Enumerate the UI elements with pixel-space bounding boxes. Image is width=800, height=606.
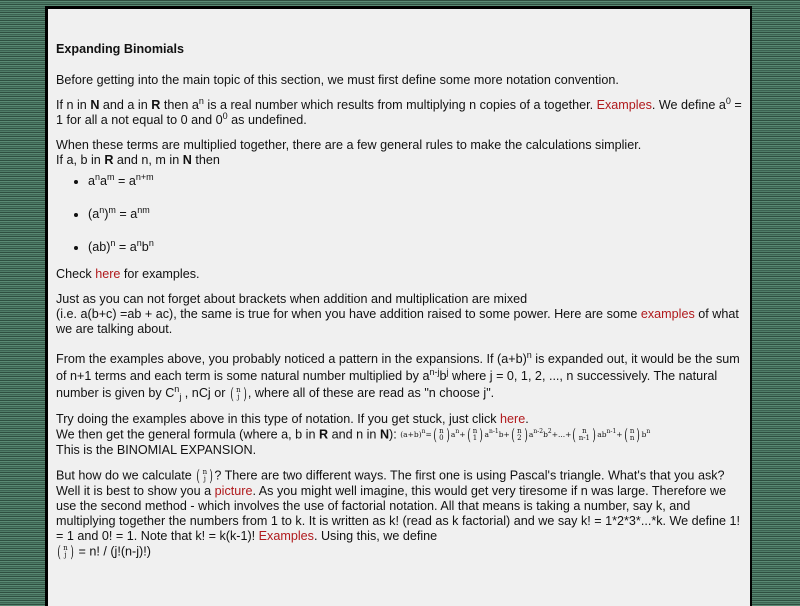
binomial-expansion-formula-image: $(a+b)^n=$ ( n 0 ) $a^n+$ ( n 1 ) $a^{n-1}b+$ ( n 2 ) $a^{n-2}b^2+...+$ ( n n-1 ) $ab^{n-1}+$ ( n n ) $b^n$ <box>400 425 651 444</box>
rule-item: • $(a^n)^m = a^{nm}$ <box>88 207 742 222</box>
content-page <box>45 6 752 606</box>
formula-binomial: ( n n-1 ) <box>572 425 596 444</box>
formula-binomial: ( n 0 ) <box>433 425 450 444</box>
rules-intro-paragraph: When these terms are multiplied together, there are a few general rules to make the calculations simplier. If a, b in R and n, m in N then <box>56 138 642 167</box>
brackets-paragraph: Just as you can not forget about brackets when addition and multiplication are mixed (i.e. a(b+c) =ab + ac), the same is true for when you have addition raised to some power. Here are some examples of what we are talking about. <box>56 292 739 336</box>
check-examples-paragraph: Check here for examples. <box>56 267 200 281</box>
rule-item: • $(ab)^n = a^nb^n$ <box>88 240 742 255</box>
here-link-1[interactable]: here <box>95 267 121 281</box>
binomial-coefficient-image: ( n j ) <box>196 466 213 485</box>
formula-term: ( n n-1 ) $ab^{n-1}+$ <box>572 425 623 444</box>
intro-paragraph: Before getting into the main topic of this section, we must first define some more notation convention. <box>56 73 619 87</box>
pattern-paragraph: From the examples above, you probably noticed a pattern in the expansions. If $(a+b)^n$ is expanded out, it would be the sum of n+1 terms and each term is some natural number multiplied by $a^{n-j}b^j$ where j = 0, 1, 2, ..., n successively. The natural number is given by $C^n_j$ , nCj or ( n j ) , where all of these are read as "n choose j". <box>56 350 740 403</box>
page-title: Expanding Binomials <box>56 42 185 56</box>
examples-link-2[interactable]: examples <box>640 307 695 321</box>
formula-binomial: ( n n ) <box>623 425 641 444</box>
formula-term: ( n n ) $b^n$ <box>623 425 651 444</box>
binomial-coefficient-image: ( n j ) <box>230 383 247 403</box>
formula-binomial: ( n 1 ) <box>466 425 484 444</box>
formula-term: ( n 1 ) $a^{n-1}b+$ <box>466 425 510 444</box>
examples-link-1[interactable]: Examples <box>596 98 652 112</box>
factorial-paragraph: But how do we calculate ( n j ) ? There are two different ways. The first one is using Pascal's triangle. What's that you ask? Well it is best to show you a picture. As you might well imagine, this would get very tiresome if n was large. Therefore we use the second method - which involves the use of factorial notation. All that means is taking a number, say k, and multiplying together the numbers from 1 to k. It is written as k! (read as k factorial) and we say k! = 1*2*3*...*k. We define 1! = 1 and 0! = 1. Note that k! = k(k-1)! Examples. Using this, we define ( n j ) = n! / (j!(n-j)!) <box>56 466 740 561</box>
general-formula-paragraph: Try doing the examples above in this type of notation. If you get stuck, just click here. We then get the general formula (where a, b in R and n in N): $(a+b)^n=$ ( n 0 ) $a^n+$ ( n 1 ) $a^{n-1}b+$ ( n 2 ) $a^{n-2}b^2+...+$ ( n n-1 ) $ab^{n-1}+$ ( n n ) $b^n$ This is the BINOMIAL EXPANSION. <box>56 412 651 457</box>
power-definition-paragraph: If n in N and a in R then $a^n$ is a real number which results from multiplying n copies of a together. Examples. We define $a^0 = 1$ for all a not equal to 0 and $0^0$ as undefined. <box>56 96 742 127</box>
formula-term: ( n 0 ) $a^n+$ <box>433 425 466 444</box>
rule-item: • $a^na^m = a^{n+m}$ <box>88 174 742 189</box>
picture-link[interactable]: picture <box>214 484 253 498</box>
exponent-rules-list <box>56 174 742 255</box>
formula-term: ( n 2 ) $a^{n-2}b^2+...+$ <box>511 425 572 444</box>
here-link-2[interactable]: here <box>500 412 526 426</box>
binomial-coefficient-image: ( n j ) <box>57 542 74 561</box>
formula-binomial: ( n 2 ) <box>511 425 528 444</box>
examples-link-3[interactable]: Examples <box>258 529 314 543</box>
